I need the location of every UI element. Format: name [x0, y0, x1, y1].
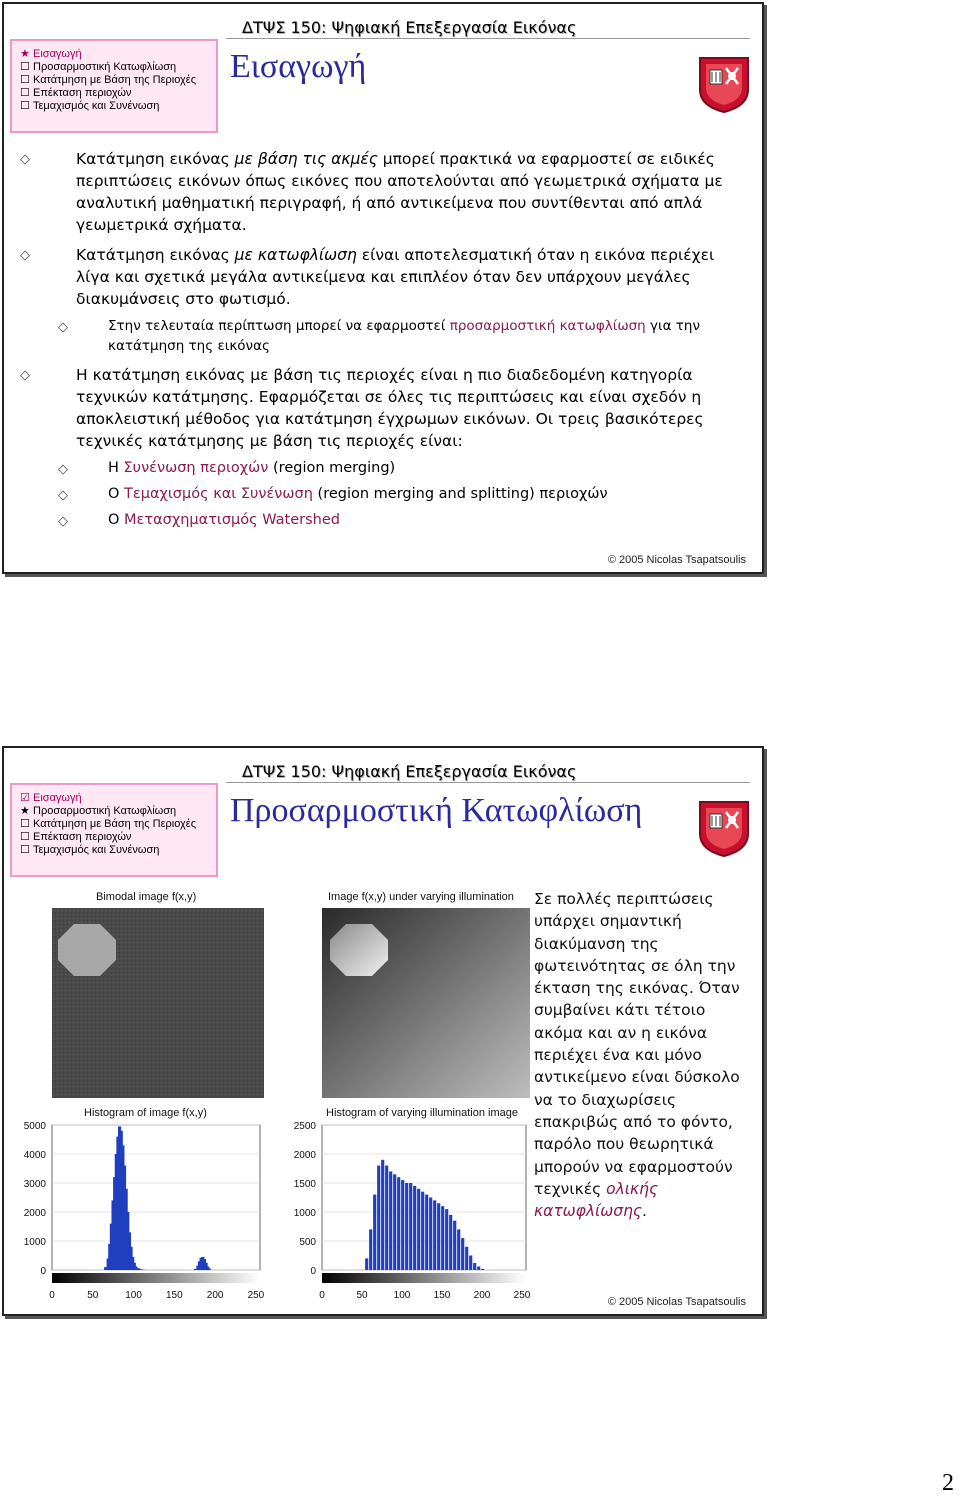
histogram-bar — [208, 1269, 211, 1270]
header-divider — [226, 38, 750, 39]
adaptive-threshold-link[interactable]: προσαρμοστική κατωφλίωση — [449, 318, 646, 334]
page-number: 2 — [942, 1470, 954, 1496]
slide-2 — [2, 746, 764, 1316]
bimodal-object — [58, 924, 116, 976]
histogram-bar — [381, 1160, 384, 1270]
x-tick-label: 200 — [206, 1290, 224, 1301]
hist1-x-ticks — [49, 1290, 264, 1301]
y-tick-label: 4000 — [23, 1150, 46, 1161]
histogram-bar — [385, 1166, 388, 1270]
histogram-bar — [429, 1198, 432, 1271]
split-merge-link[interactable]: Τεμαχισμός και Συνένωση — [124, 486, 313, 502]
x-tick-label: 50 — [356, 1290, 368, 1301]
paragraph-region-segmentation: Η κατάτμηση εικόνας με βάση τις περιοχές είναι η πιο διαδεδομένη κατηγορία τεχνικών κατάτμησης. Εφαρμόζεται σε όλες τις περιπτώσεις και είναι σχεδόν η αποκλειστική μέθοδος για κατάτμηση έγχρωμων εικόνων. Οι τρεις βασικότερες τεχνικές κατάτμησης με βάση τις περιοχές είναι: — [76, 366, 704, 450]
image2-title: Image f(x,y) under varying illumination — [328, 891, 514, 903]
y-tick-label: 5000 — [23, 1121, 46, 1132]
slide-title: Εισαγωγή — [230, 48, 367, 85]
histogram-bar — [445, 1209, 448, 1270]
university-logo — [696, 54, 752, 114]
histogram-bar — [437, 1203, 440, 1270]
nav-item-intro[interactable]: ★ Εισαγωγή — [20, 48, 82, 60]
y-tick-label: 1000 — [293, 1208, 316, 1219]
slide-1 — [2, 2, 764, 574]
empty-box-icon: ☐ — [20, 844, 30, 856]
histogram-bar — [389, 1171, 392, 1270]
histogram-bar — [473, 1263, 476, 1270]
bullet-icon: ◇ — [20, 152, 30, 167]
histogram-bar — [461, 1238, 464, 1270]
description-paragraph: Σε πολλές περιπτώσεις υπάρχει σημαντική διακύμανση της φωτεινότητας σε όλη την έκταση της εικόνας. Όταν συμβαίνει κάτι τέτοιο ακόμα και αν η εικόνα περιέχει ένα και μόνο αντικείμενο είναι δύσκολο να το διαχωρίσεις επακριβώς από το φόντο, παρόλο που θεωρητικά μπορούν να εφαρμοστούν τεχνικές ολικής κατωφλίωσης. — [534, 890, 740, 1221]
x-tick-label: 150 — [166, 1290, 183, 1301]
nav-item-region-segmentation[interactable]: ☐ Κατάτμηση με Βάση της Περιοχές — [20, 74, 197, 86]
histogram-bar — [477, 1267, 480, 1270]
histogram-bar — [397, 1177, 400, 1270]
course-title: ΔΤΨΣ 150: Ψηφιακή Επεξεργασία Εικόνας — [242, 762, 577, 781]
y-tick-label: 1000 — [23, 1237, 46, 1248]
hist1-title: Histogram of image f(x,y) — [84, 1107, 207, 1119]
watershed-link[interactable]: Μετασχηματισμός Watershed — [124, 512, 340, 528]
histogram-bar — [453, 1221, 456, 1270]
histogram-bar — [365, 1258, 368, 1270]
y-tick-label: 500 — [299, 1237, 316, 1248]
bullet-icon: ◇ — [58, 488, 68, 503]
hist2-title: Histogram of varying illumination image — [326, 1107, 518, 1119]
header-divider — [226, 782, 750, 783]
x-tick-label: 150 — [433, 1290, 451, 1301]
nav-item-split-merge[interactable]: ☐ Τεμαχισμός και Συνένωση — [20, 100, 160, 112]
illumination-object — [330, 924, 388, 976]
y-tick-label: 3000 — [23, 1179, 46, 1190]
y-tick-label: 2500 — [293, 1121, 316, 1132]
empty-box-icon: ☐ — [20, 61, 30, 73]
paragraph-edge-segmentation: Κατάτμηση εικόνας με βάση τις ακμές μπορεί πρακτικά να εφαρμοστεί σε ειδικές περιπτώσεις εικόνων όπως εικόνες που αποτελούνται από γεωμετρικά σχήματα με αναλυτική μαθηματική περιγραφή, ή από αντικείμενα που συντίθενται από απλά γεωμετρικά σχήματα. — [76, 150, 723, 234]
bullet-icon: ◇ — [58, 462, 68, 477]
bullet-icon: ◇ — [58, 514, 68, 529]
histogram-bar — [425, 1195, 428, 1270]
x-tick-label: 200 — [473, 1290, 491, 1301]
paragraph-threshold-segmentation: Κατάτμηση εικόνας με κατωφλίωση είναι αποτελεσματική όταν η εικόνα περιέχει λίγα και σχετικά μεγάλα αντικείμενα και επιπλέον όταν δεν υπάρχουν μεγάλες διακυμάνσεις στο φωτισμό. — [76, 246, 715, 308]
y-tick-label: 0 — [40, 1266, 46, 1277]
empty-box-icon: ☐ — [20, 831, 30, 843]
nav-item-adaptive-threshold[interactable]: ☐ Προσαρμοστική Κατωφλίωση — [20, 61, 177, 73]
bullet-icon: ◇ — [20, 368, 30, 383]
threshold-figure — [12, 880, 531, 1301]
histogram-bar — [481, 1269, 484, 1270]
y-tick-label: 1500 — [293, 1179, 316, 1190]
x-tick-label: 0 — [319, 1290, 325, 1301]
hist1-y-ticks — [24, 1121, 47, 1277]
histogram-bar — [465, 1247, 468, 1270]
hist1-grayscale-bar — [52, 1273, 260, 1283]
section-nav — [10, 783, 218, 877]
histogram-bar — [369, 1229, 372, 1270]
hist2-x-ticks — [319, 1290, 531, 1301]
course-title: ΔΤΨΣ 150: Ψηφιακή Επεξεργασία Εικόνας — [242, 18, 577, 37]
x-tick-label: 250 — [247, 1290, 265, 1301]
y-tick-label: 2000 — [293, 1150, 316, 1161]
star-icon: ★ — [20, 48, 30, 60]
paragraph-adaptive-threshold: Στην τελευταία περίπτωση μπορεί να εφαρμοστεί προσαρμοστική κατωφλίωση για την κατάτμηση της εικόνας — [108, 318, 701, 354]
x-tick-label: 50 — [87, 1290, 99, 1301]
histogram-bar — [409, 1183, 412, 1270]
histogram-bar — [377, 1166, 380, 1270]
university-logo — [696, 798, 752, 858]
x-tick-label: 100 — [125, 1290, 142, 1301]
slide-title: Προσαρμοστική Κατωφλίωση — [230, 792, 643, 829]
histogram-bar — [421, 1192, 424, 1270]
x-tick-label: 100 — [393, 1290, 411, 1301]
empty-box-icon: ☐ — [20, 87, 30, 99]
histogram-bar — [457, 1229, 460, 1270]
global-threshold-link[interactable]: ολικής κατωφλίωσης — [534, 1179, 659, 1221]
list-item-watershed: Ο Μετασχηματισμός Watershed — [108, 512, 340, 528]
hist2-y-ticks — [294, 1121, 317, 1277]
hist1-frame — [52, 1125, 260, 1270]
histogram-bar — [373, 1195, 376, 1270]
nav-item-intro[interactable]: ☑ Εισαγωγή — [20, 792, 82, 804]
x-tick-label: 0 — [49, 1290, 55, 1301]
histogram-bar — [417, 1189, 420, 1270]
copyright-footer: © 2005 Nicolas Tsapatsoulis — [607, 554, 746, 566]
region-merging-link[interactable]: Συνένωση περιοχών — [123, 460, 269, 476]
nav-item-region-segmentation[interactable]: ☐ Κατάτμηση με Βάση της Περιοχές — [20, 818, 197, 830]
nav-item-split-merge[interactable]: ☐ Τεμαχισμός και Συνένωση — [20, 844, 160, 856]
histogram-bar — [401, 1180, 404, 1270]
nav-item-region-growing[interactable]: ☐ Επέκταση περιοχών — [20, 87, 132, 99]
star-icon: ★ — [20, 805, 30, 817]
x-tick-label: 250 — [513, 1290, 531, 1301]
list-item-region-merging: Η Συνένωση περιοχών (region merging) — [108, 460, 396, 476]
histogram-bar — [433, 1200, 436, 1270]
hist2-grayscale-bar — [322, 1273, 526, 1283]
copyright-footer: © 2005 Nicolas Tsapatsoulis — [607, 1296, 746, 1308]
empty-box-icon: ☐ — [20, 74, 30, 86]
empty-box-icon: ☐ — [20, 100, 30, 112]
histogram-bar — [413, 1186, 416, 1270]
histogram-bar — [441, 1206, 444, 1270]
histogram-bar — [139, 1269, 142, 1270]
bullet-icon: ◇ — [20, 248, 30, 263]
histogram-bar — [393, 1174, 396, 1270]
y-tick-label: 2000 — [23, 1208, 46, 1219]
list-item-split-merge: Ο Τεμαχισμός και Συνένωση (region merging and splitting) περιοχών — [108, 486, 608, 502]
histogram-bar — [449, 1215, 452, 1270]
histogram-bar — [469, 1256, 472, 1271]
image1-title: Bimodal image f(x,y) — [96, 891, 197, 903]
nav-item-region-growing[interactable]: ☐ Επέκταση περιοχών — [20, 831, 132, 843]
checked-box-icon: ☑ — [20, 792, 30, 804]
empty-box-icon: ☐ — [20, 818, 30, 830]
bullet-icon: ◇ — [58, 320, 68, 335]
y-tick-label: 0 — [310, 1266, 316, 1277]
section-nav — [10, 39, 218, 133]
histogram-bar — [405, 1183, 408, 1270]
nav-item-adaptive-threshold[interactable]: ★ Προσαρμοστική Κατωφλίωση — [20, 805, 177, 817]
